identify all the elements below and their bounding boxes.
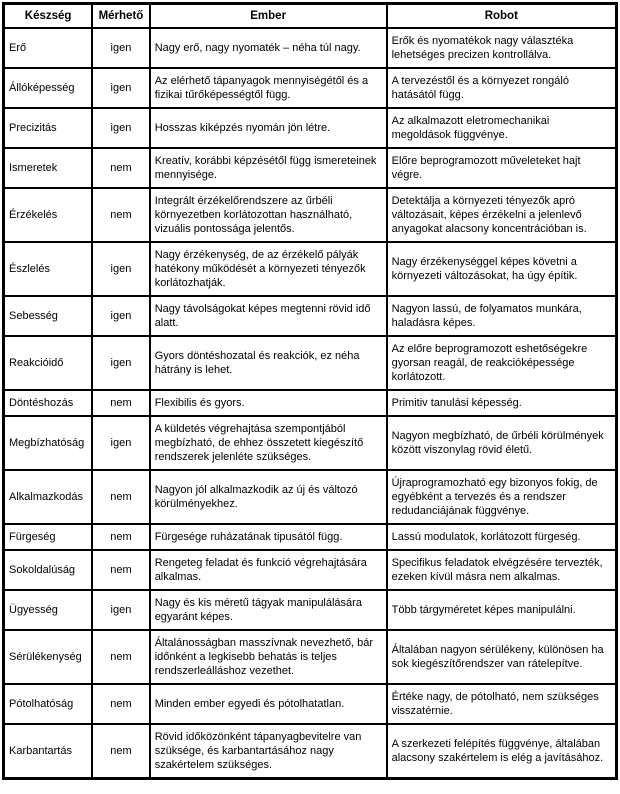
skill-cell: Ismeretek — [4, 148, 93, 188]
table-row — [4, 416, 617, 470]
robot-cell: Lassú modulatok, korlátozott fürgeség. — [387, 524, 617, 550]
table-row — [4, 724, 617, 778]
skill-cell: Észlelés — [4, 242, 93, 296]
robot-cell: Detektálja a környezeti tényezők apró változásait, képes érzékelni a jelenlevő anyagokat alacsony koncentrációban is. — [387, 188, 617, 242]
human-cell: Általánosságban masszívnak nevezhető, bár időnként a legkisebb behatás is teljes rendszerleálláshoz vezethet. — [150, 630, 387, 684]
human-cell: Nagy és kis méretű tágyak manipulálására egyaránt képes. — [150, 590, 387, 630]
human-cell: A küldetés végrehajtása szempontjából megbízható, de ehhez összetett kiegészítő rendszerek jelenléte szükséges. — [150, 416, 387, 470]
table-row — [4, 188, 617, 242]
meas-cell: nem — [92, 630, 149, 684]
robot-cell: Erők és nyomatékok nagy választéka lehetséges precizen kontrollálva. — [387, 28, 617, 68]
human-robot-comparison-table — [2, 2, 618, 780]
robot-cell: Általában nagyon sérülékeny, különösen ha sok kiegészítőrendszer van rátelepítve. — [387, 630, 617, 684]
meas-cell: igen — [92, 68, 149, 108]
meas-cell: igen — [92, 336, 149, 390]
robot-cell: Az előre beprogramozott eshetőségekre gyorsan reagál, de reakcióképessége korlátozott. — [387, 336, 617, 390]
robot-cell: Több tárgyméretet képes manipulálni. — [387, 590, 617, 630]
robot-cell: A tervezéstől és a környezet rongáló hatásától függ. — [387, 68, 617, 108]
skill-cell: Sokoldalúság — [4, 550, 93, 590]
skill-cell: Reakcióidő — [4, 336, 93, 390]
meas-cell: nem — [92, 550, 149, 590]
skill-cell: Állóképesség — [4, 68, 93, 108]
table-row — [4, 148, 617, 188]
robot-cell: Előre beprogramozott műveleteket hajt végre. — [387, 148, 617, 188]
table-header — [4, 4, 617, 29]
table-row — [4, 336, 617, 390]
table-body — [4, 28, 617, 778]
human-cell: Nagy erő, nagy nyomaték – néha túl nagy. — [150, 28, 387, 68]
skill-cell: Megbízhatóság — [4, 416, 93, 470]
human-cell: Minden ember egyedi és pótolhatatlan. — [150, 684, 387, 724]
meas-cell: nem — [92, 188, 149, 242]
skill-cell: Fürgeség — [4, 524, 93, 550]
table-row — [4, 68, 617, 108]
robot-cell: A szerkezeti felépítés függvénye, általában alacsony szakértelem is elég a javításához. — [387, 724, 617, 778]
table-row — [4, 390, 617, 416]
skill-cell: Sérülékenység — [4, 630, 93, 684]
robot-cell: Értéke nagy, de pótolható, nem szükséges visszatérnie. — [387, 684, 617, 724]
meas-cell: nem — [92, 684, 149, 724]
robot-cell: Nagyon megbízható, de űrbéli körülmények között viszonylag rövid életű. — [387, 416, 617, 470]
table-row — [4, 470, 617, 524]
skill-cell: Döntéshozás — [4, 390, 93, 416]
table-row — [4, 242, 617, 296]
human-cell: Nagyon jól alkalmazkodik az új és változó körülményekhez. — [150, 470, 387, 524]
header-cell-ember: Ember — [150, 4, 387, 29]
header-cell-robot: Robot — [387, 4, 617, 29]
human-cell: Fürgesége ruházatának tipusától függ. — [150, 524, 387, 550]
robot-cell: Primitiv tanulási képesség. — [387, 390, 617, 416]
human-cell: Nagy érzékenység, de az érzékelő pályák hatékony működését a környezeti tényezők korlátozhatják. — [150, 242, 387, 296]
header-row — [4, 4, 617, 29]
robot-cell: Újraprogramozható egy bizonyos fokig, de egyébként a tervezés és a rendszer redudanciájának függvénye. — [387, 470, 617, 524]
skill-cell: Ügyesség — [4, 590, 93, 630]
meas-cell: nem — [92, 148, 149, 188]
human-cell: Kreatív, korábbi képzésétől függ ismereteinek mennyisége. — [150, 148, 387, 188]
skill-cell: Erő — [4, 28, 93, 68]
human-cell: Nagy távolságokat képes megtenni rövid idő alatt. — [150, 296, 387, 336]
skill-cell: Sebesség — [4, 296, 93, 336]
meas-cell: nem — [92, 724, 149, 778]
meas-cell: nem — [92, 470, 149, 524]
meas-cell: igen — [92, 416, 149, 470]
human-cell: Hosszas kiképzés nyomán jön létre. — [150, 108, 387, 148]
robot-cell: Nagyon lassú, de folyamatos munkára, haladásra képes. — [387, 296, 617, 336]
table-row — [4, 684, 617, 724]
meas-cell: igen — [92, 108, 149, 148]
human-cell: Rövid időközönként tápanyagbevitelre van szüksége, és karbantartásához nagy szakértelem szükséges. — [150, 724, 387, 778]
skill-cell: Alkalmazkodás — [4, 470, 93, 524]
table-row — [4, 28, 617, 68]
meas-cell: nem — [92, 390, 149, 416]
meas-cell: igen — [92, 28, 149, 68]
meas-cell: igen — [92, 296, 149, 336]
table-row — [4, 108, 617, 148]
table-row — [4, 296, 617, 336]
header-cell-keszseg: Készség — [4, 4, 93, 29]
robot-cell: Nagy érzékenységgel képes követni a környezeti változásokat, ha úgy építik. — [387, 242, 617, 296]
skill-cell: Precizitás — [4, 108, 93, 148]
robot-cell: Az alkalmazott eletromechanikai megoldások függvénye. — [387, 108, 617, 148]
human-cell: Integrált érzékelőrendszere az űrbéli környezetben korlátozottan használható, vizuális pontossága jelentős. — [150, 188, 387, 242]
skill-cell: Érzékelés — [4, 188, 93, 242]
human-cell: Flexibilis és gyors. — [150, 390, 387, 416]
robot-cell: Specifikus feladatok elvégzésére tervezték, ezeken kívül másra nem alkalmas. — [387, 550, 617, 590]
skill-cell: Karbantartás — [4, 724, 93, 778]
meas-cell: igen — [92, 590, 149, 630]
human-cell: Rengeteg feladat és funkció végrehajtására alkalmas. — [150, 550, 387, 590]
table-row — [4, 550, 617, 590]
meas-cell: nem — [92, 524, 149, 550]
table-row — [4, 524, 617, 550]
header-cell-merheto: Mérhető — [92, 4, 149, 29]
table-row — [4, 590, 617, 630]
meas-cell: igen — [92, 242, 149, 296]
human-cell: Az elérhető tápanyagok mennyiségétől és a fizikai tűrőképességtől függ. — [150, 68, 387, 108]
human-cell: Gyors döntéshozatal és reakciók, ez néha hátrány is lehet. — [150, 336, 387, 390]
table-row — [4, 630, 617, 684]
skill-cell: Pótolhatóság — [4, 684, 93, 724]
